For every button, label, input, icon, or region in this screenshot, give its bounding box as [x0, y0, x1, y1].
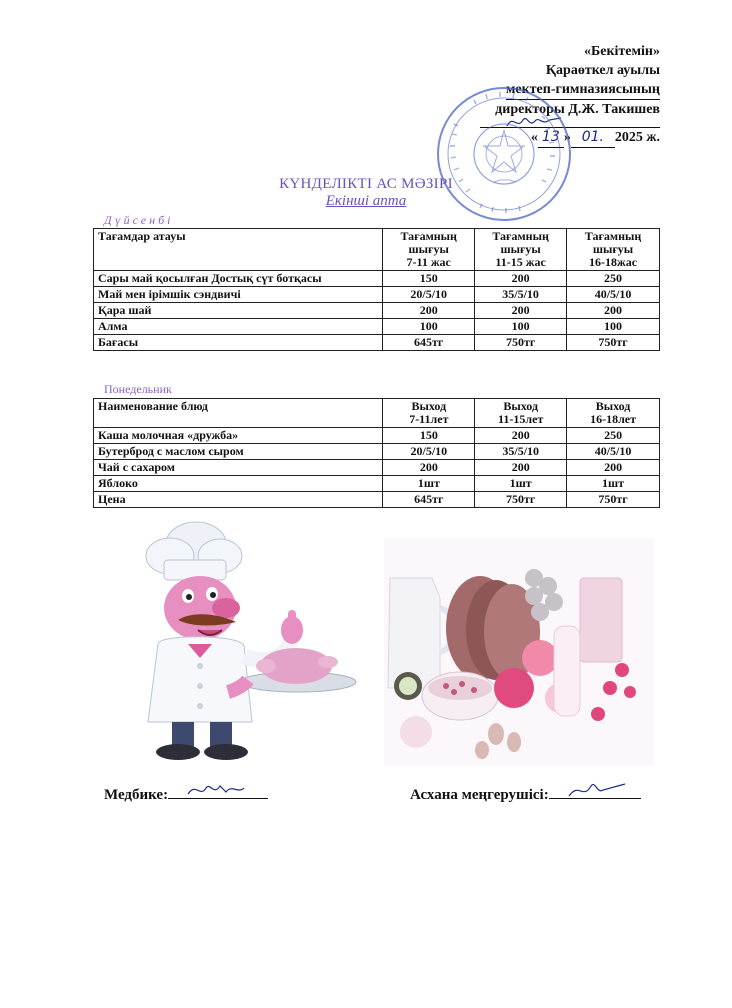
price-16-18: 750тг [567, 335, 660, 351]
portion-16-18: 200 [567, 303, 660, 319]
dish-name: Чай с сахаром [94, 460, 383, 476]
price-label: Бағасы [94, 335, 383, 351]
portion-11-15: 35/5/10 [475, 444, 567, 460]
date-day: 13 [538, 128, 564, 148]
kz-menu-table [93, 228, 660, 351]
portion-11-15: 100 [475, 319, 567, 335]
menu-title-block [0, 176, 732, 210]
table-header-row [94, 229, 660, 271]
portion-11-15: 35/5/10 [475, 287, 567, 303]
portion-16-18: 200 [567, 460, 660, 476]
portion-11-15: 200 [475, 271, 567, 287]
portion-11-15: 200 [475, 303, 567, 319]
portion-7-11: 20/5/10 [383, 444, 475, 460]
canteen-head-signature-block [410, 786, 641, 804]
portion-16-18: 250 [567, 428, 660, 444]
kz-header-age-16-18: Тағамның шығуы 16-18жас [567, 229, 660, 271]
nurse-label: Медбике: [104, 787, 169, 803]
dish-name: Қара шай [94, 303, 383, 319]
dish-name: Каша молочная «дружба» [94, 428, 383, 444]
price-16-18: 750тг [567, 492, 660, 508]
price-11-15: 750тг [475, 492, 567, 508]
week-subtitle: Екінші апта [325, 193, 407, 209]
table-row [94, 476, 660, 492]
dish-name: Сары май қосылған Достық сүт ботқасы [94, 271, 383, 287]
table-row [94, 319, 660, 335]
menu-title: КҮНДЕЛІКТІ АС МӘЗІРІ [279, 176, 453, 192]
date-close-quote: » [563, 130, 571, 145]
table-header-row [94, 399, 660, 428]
table-row [94, 428, 660, 444]
portion-7-11: 150 [383, 428, 475, 444]
date-open-quote: « [530, 130, 538, 145]
portion-7-11: 150 [383, 271, 475, 287]
table-row [94, 460, 660, 476]
table-row [94, 444, 660, 460]
portion-16-18: 100 [567, 319, 660, 335]
portion-16-18: 250 [567, 271, 660, 287]
portion-7-11: 20/5/10 [383, 287, 475, 303]
ru-header-age-16-18: Выход 16-18лет [567, 399, 660, 428]
table-row [94, 287, 660, 303]
portion-11-15: 200 [475, 460, 567, 476]
dish-name: Бутерброд с маслом сыром [94, 444, 383, 460]
ru-header-dish: Наименование блюд [94, 399, 383, 428]
school-line-2: мектеп-гимназиясының [506, 80, 660, 100]
portion-11-15: 1шт [475, 476, 567, 492]
price-7-11: 645тг [383, 335, 475, 351]
price-7-11: 645тг [383, 492, 475, 508]
nurse-signature [186, 778, 246, 800]
price-11-15: 750тг [475, 335, 567, 351]
portion-16-18: 40/5/10 [567, 444, 660, 460]
ru-header-age-11-15: Выход 11-15лет [475, 399, 567, 428]
school-line-1: Қараөткел ауылы [545, 63, 660, 78]
portion-16-18: 1шт [567, 476, 660, 492]
nurse-signature-block [104, 786, 268, 804]
canteen-head-label: Асхана меңгерушісі: [410, 787, 549, 803]
dish-name: Алма [94, 319, 383, 335]
portion-7-11: 100 [383, 319, 475, 335]
portion-16-18: 40/5/10 [567, 287, 660, 303]
kz-header-dish: Тағамдар атауы [94, 229, 383, 271]
ru-header-age-7-11: Выход 7-11лет [383, 399, 475, 428]
chef-illustration [118, 516, 358, 766]
canteen-head-signature [567, 778, 627, 800]
portion-11-15: 200 [475, 428, 567, 444]
ru-menu-table [93, 398, 660, 508]
kz-header-age-11-15: Тағамның шығуы 11-15 жас [475, 229, 567, 271]
table-row [94, 303, 660, 319]
table-row [94, 271, 660, 287]
price-label: Цена [94, 492, 383, 508]
table-row-price [94, 335, 660, 351]
approve-label: «Бекітемін» [583, 44, 660, 59]
kz-header-age-7-11: Тағамның шығуы 7-11 жас [383, 229, 475, 271]
dish-name: Яблоко [94, 476, 383, 492]
date-year: 2025 ж. [614, 130, 660, 145]
director-name: директоры Д.Ж. Такишев [495, 102, 660, 117]
healthy-food-illustration [384, 538, 654, 766]
portion-7-11: 200 [383, 303, 475, 319]
portion-7-11: 200 [383, 460, 475, 476]
ru-day-label: Понедельник [104, 382, 172, 396]
kz-day-label: Дүйсенбі [104, 213, 174, 227]
dish-name: Май мен ірімшік сэндвичі [94, 287, 383, 303]
date-month: 01. [571, 128, 615, 148]
nurse-signature-line [168, 786, 268, 799]
table-row-price [94, 492, 660, 508]
canteen-head-signature-line [549, 786, 641, 799]
portion-7-11: 1шт [383, 476, 475, 492]
